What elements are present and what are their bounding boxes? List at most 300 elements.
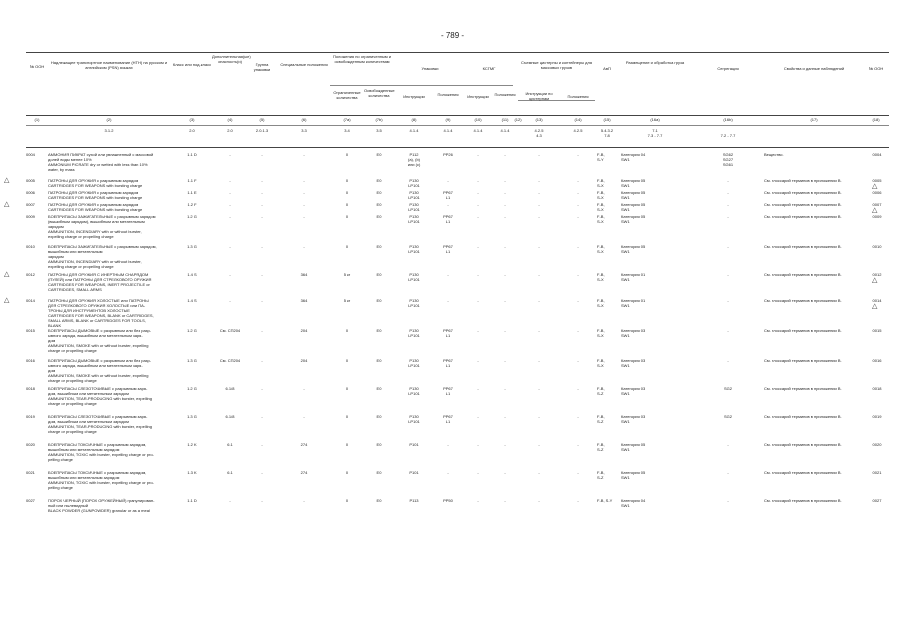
ref-14: 4.2.5 <box>573 128 583 133</box>
cell-excepted-quantity: E0 <box>376 414 382 419</box>
cell-stowage: Категория 03 SW1 <box>621 386 646 396</box>
cell-shipping-name: БОЕПРИПАСЫ СЛЕЗОТОЧИВЫЕ с разрывным заря- дом, вышибным или метательным зарядом AMMUNITION, TEAR-PRODUCING with burster, expelling charge or propelling charge <box>48 386 152 406</box>
cell-packing-provision: PP67 L1 <box>443 244 453 254</box>
cell-special-provisions: - <box>303 152 305 157</box>
cell-special-provisions: - <box>303 414 305 419</box>
cell-ibc-provision: - <box>504 470 506 475</box>
cell-subsidiary-hazard: 6.1 <box>227 470 233 475</box>
cell-ibc-provision: - <box>504 358 506 363</box>
cell-packing-group: - <box>261 214 263 219</box>
cell-ibc-provision: - <box>504 190 506 195</box>
cell-ibc-provision: - <box>504 214 506 219</box>
amendment-triangle-icon: △ <box>872 303 878 310</box>
cell-packing-provision: - <box>447 272 449 277</box>
cell-class: 1.2 G <box>187 328 197 333</box>
cell-class: 1.2 F <box>187 202 197 207</box>
cell-ems: F-B, S-X <box>597 202 605 212</box>
header-ibc-provisions: Положения <box>494 92 516 97</box>
cell-packing-group: - <box>261 202 263 207</box>
cell-packing-instruction: P112 (a), (b) или (c) <box>407 152 421 167</box>
cell-un-number: 0018 <box>26 386 35 391</box>
col-number-6: (6) <box>301 117 307 122</box>
cell-subsidiary-hazard: - <box>229 190 231 195</box>
cell-shipping-name: БОЕПРИПАСЫ ЗАЖИГАТЕЛЬНЫЕ с разрывным зарядом, вышибным или метательным зарядом AMMUNITION, INCENDIARY with or without burster, expelling charge or propelling charge <box>48 244 157 269</box>
cell-packing-group: - <box>261 442 263 447</box>
amendment-triangle-icon: △ <box>4 177 10 184</box>
cell-ibc-instruction: - <box>477 272 479 277</box>
cell-properties: См. глоссарий терминов в приложении В. <box>764 386 842 391</box>
cell-ems: F-B, S-X <box>597 178 605 188</box>
col-number-15: (15) <box>603 117 611 122</box>
header-class: Класс или под-класс <box>172 62 212 67</box>
cell-packing-provision: PP67 L1 <box>443 386 453 396</box>
cell-ems: F-B, S-X <box>597 358 605 368</box>
cell-subsidiary-hazard: - <box>229 152 231 157</box>
ref-9: 4.1.4 <box>443 128 453 133</box>
cell-subsidiary-hazard: 6.1/8 <box>225 386 235 391</box>
cell-limited-quantity: 0 <box>345 178 349 183</box>
cell-stowage: Категория 04 SW1 <box>621 498 646 508</box>
cell-class: 1.4 S <box>187 298 197 303</box>
cell-limited-quantity: 5 кг <box>343 298 351 303</box>
cell-packing-instruction: P101 <box>409 442 419 447</box>
cell-subsidiary-hazard: - <box>229 498 231 503</box>
cell-limited-quantity: 0 <box>345 498 349 503</box>
cell-properties: См. глоссарий терминов в приложении В. <box>764 178 842 183</box>
ref-6: 3.3 <box>301 128 307 133</box>
cell-ibc-instruction: - <box>477 244 479 249</box>
cell-packing-instruction: P130 LP101 <box>408 358 420 368</box>
col-number-4: (4) <box>227 117 233 122</box>
cell-un-number: 0027 <box>26 498 35 503</box>
cell-tank-provision: - <box>577 272 579 277</box>
cell-packing-group: - <box>261 244 263 249</box>
cell-stowage: Категория 05 SW1 <box>621 178 646 188</box>
header-un-number: № ООН <box>29 64 45 69</box>
cell-properties: См. глоссарий терминов в приложении В. <box>764 498 842 503</box>
cell-subsidiary-hazard: 6.1/8 <box>225 414 235 419</box>
cell-excepted-quantity: E0 <box>376 298 382 303</box>
cell-ibc-instruction: - <box>477 190 479 195</box>
col-number-16b: (16b) <box>723 117 733 122</box>
cell-packing-group: - <box>261 498 263 503</box>
cell-packing-group: - <box>261 328 263 333</box>
cell-packing-group: - <box>261 298 263 303</box>
cell-packing-group: - <box>261 178 263 183</box>
cell-packing-group: - <box>261 272 263 277</box>
cell-segregation: - <box>727 214 729 219</box>
cell-shipping-name: ПАТРОНЫ ДЛЯ ОРУЖИЯ С ИНЕРТНЫМ СНАРЯДОМ (ПУЛЕЙ) или ПАТРОНЫ ДЛЯ СТРЕЛКОВОГО ОРУЖИЯ CARTRIDGES FOR WEAPONS, INERT PROJECTILE or CARTRIDGES, SMALL ARMS <box>48 272 152 292</box>
cell-excepted-quantity: E0 <box>376 202 382 207</box>
cell-tank-provision: - <box>577 442 579 447</box>
cell-shipping-name: БОЕПРИПАСЫ СЛЕЗОТОЧИВЫЕ с разрывным заря- дом, вышибным или метательным зарядом AMMUNITION, TEAR-PRODUCING with burster, expelling charge or propelling charge <box>48 414 152 434</box>
cell-ibc-instruction: - <box>477 298 479 303</box>
cell-tank-provision: - <box>577 328 579 333</box>
cell-ibc-instruction: - <box>477 214 479 219</box>
cell-excepted-quantity: E0 <box>376 272 382 277</box>
col-number-11: (11) <box>501 117 509 122</box>
cell-properties: См. глоссарий терминов в приложении В. <box>764 414 842 419</box>
cell-shipping-name: ПАТРОНЫ ДЛЯ ОРУЖИЯ с разрывным зарядом CARTRIDGES FOR WEAPONS with bursting charge <box>48 178 143 188</box>
cell-packing-provision: PP26 <box>443 152 453 157</box>
cell-un-number-repeat: 0005 <box>872 178 882 183</box>
cell-packing-group: - <box>261 386 263 391</box>
cell-ems: F-B, S-X <box>597 190 605 200</box>
cell-tank-provision: - <box>577 358 579 363</box>
cell-un-number: 0006 <box>26 190 35 195</box>
cell-tank-instruction: - <box>538 470 540 475</box>
col-number-14: (14) <box>574 117 582 122</box>
cell-class: 1.1 D <box>187 498 197 503</box>
cell-limited-quantity: 0 <box>345 328 349 333</box>
cell-ibc-instruction: - <box>477 202 479 207</box>
col-number-3: (3) <box>189 117 195 122</box>
col-number-7b: (7b) <box>375 117 383 122</box>
cell-properties: Вещество. <box>764 152 784 157</box>
cell-class: 1.2 G <box>187 386 197 391</box>
amendment-triangle-icon: △ <box>872 277 878 284</box>
cell-packing-provision: PP67 L1 <box>443 214 453 224</box>
cell-shipping-name: БОЕПРИПАСЫ ДЫМОВЫЕ с разрывным или без разр- ывного заряда, вышибным или метательным заря- дом AMMUNITION, SMOKE with or without burster, expelling charge or propelling charge <box>48 358 152 383</box>
cell-ems: F-B, S-X <box>597 298 605 308</box>
cell-tank-provision: - <box>577 190 579 195</box>
cell-segregation: - <box>727 498 729 503</box>
cell-properties: См. глоссарий терминов в приложении В. <box>764 442 842 447</box>
cell-un-number-repeat: 0015 <box>872 328 882 333</box>
cell-subsidiary-hazard: - <box>229 214 231 219</box>
header-subsidiary-hazard: Дополнительная(ые) опасность(и) <box>212 54 251 64</box>
cell-shipping-name: ПАТРОНЫ ДЛЯ ОРУЖИЯ с разрывным зарядом CARTRIDGES FOR WEAPONS with bursting charge <box>48 202 143 212</box>
cell-special-provisions: 204 <box>300 358 308 363</box>
cell-un-number-repeat: 0007 <box>872 202 882 207</box>
header-shipping-name: Надлежащее транспортное наименование (НТН) на русском и английском (PSN) языках <box>50 60 168 70</box>
ref-5: 2.0.1.3 <box>255 128 269 133</box>
cell-segregation: - <box>727 328 729 333</box>
cell-class: 1.3 G <box>187 358 197 363</box>
cell-ibc-provision: - <box>504 244 506 249</box>
cell-stowage: Категория 05 SW1 <box>621 470 646 480</box>
cell-packing-provision: PP50 <box>443 498 453 503</box>
cell-tank-instruction: - <box>538 414 540 419</box>
cell-limited-quantity: 0 <box>345 152 349 157</box>
cell-ibc-provision: - <box>504 152 506 157</box>
cell-shipping-name: ПАТРОНЫ ДЛЯ ОРУЖИЯ с разрывным зарядом CARTRIDGES FOR WEAPONS with bursting charge <box>48 190 143 200</box>
col-number-2: (2) <box>106 117 112 122</box>
col-number-16a: (16a) <box>650 117 660 122</box>
cell-tank-provision: - <box>577 202 579 207</box>
cell-limited-quantity: 0 <box>345 244 349 249</box>
cell-packing-provision: - <box>447 470 449 475</box>
ref-4: 2.0 <box>227 128 233 133</box>
cell-ibc-instruction: - <box>477 470 479 475</box>
cell-class: 1.3 K <box>187 470 197 475</box>
cell-tank-instruction: - <box>538 358 540 363</box>
header-packagings: Упаковки <box>421 66 439 71</box>
ref-13: 4.2.5 4.3 <box>534 128 544 138</box>
header-excepted-quantities: Освобожденные количества <box>364 88 395 98</box>
cell-limited-quantity: 5 кг <box>343 272 351 277</box>
cell-packing-provision: PP67 L1 <box>443 190 453 200</box>
cell-class: 1.4 S <box>187 272 197 277</box>
cell-packing-instruction: P130 LP101 <box>408 328 420 338</box>
col-number-9: (9) <box>445 117 451 122</box>
cell-ems: F-B, S-Z <box>597 442 605 452</box>
cell-limited-quantity: 0 <box>345 202 349 207</box>
header-ibc-instructions: Инструкции <box>467 94 489 99</box>
cell-stowage: Категория 05 SW1 <box>621 244 646 254</box>
cell-tank-provision: - <box>577 152 579 157</box>
col-number-13: (13) <box>535 117 543 122</box>
cell-ems: F-B, S-Z <box>597 386 605 396</box>
amendment-triangle-icon: △ <box>4 297 10 304</box>
cell-un-number-repeat: 0019 <box>872 414 882 419</box>
cell-subsidiary-hazard: - <box>229 272 231 277</box>
cell-shipping-name: БОЕПРИПАСЫ ЗАЖИГАТЕЛЬНЫЕ с разрывным зарядом (вышибным зарядом), вышибным или метательным зарядом AMMUNITION, INCENDIARY with or without burster, expelling charge or propelling charge <box>48 214 156 239</box>
cell-segregation: - <box>727 178 729 183</box>
header-segregation: Сегрегация <box>717 66 739 71</box>
cell-packing-provision: PP67 L1 <box>443 328 453 338</box>
cell-packing-instruction: P130 LP101 <box>408 178 420 188</box>
cell-subsidiary-hazard: - <box>229 298 231 303</box>
cell-un-number: 0019 <box>26 414 35 419</box>
ref-16a: 7.1 7.3 - 7.7 <box>647 128 663 138</box>
cell-ibc-instruction: - <box>477 328 479 333</box>
cell-stowage: Категория 01 SW1 <box>621 298 646 308</box>
cell-tank-instruction: - <box>538 442 540 447</box>
col-number-5: (5) <box>259 117 265 122</box>
cell-ibc-provision: - <box>504 178 506 183</box>
cell-packing-instruction: P130 LP101 <box>408 272 420 282</box>
cell-ibc-instruction: - <box>477 358 479 363</box>
col-number-7a: (7a) <box>343 117 351 122</box>
cell-limited-quantity: 0 <box>345 190 349 195</box>
cell-packing-group: - <box>261 470 263 475</box>
cell-excepted-quantity: E0 <box>376 214 382 219</box>
header-properties: Свойства и данные наблюдений <box>783 66 845 71</box>
cell-special-provisions: - <box>303 214 305 219</box>
cell-properties: См. глоссарий терминов в приложении В. <box>764 214 842 219</box>
ref-7b: 3.5 <box>376 128 382 133</box>
cell-excepted-quantity: E0 <box>376 386 382 391</box>
cell-packing-provision: PP67 L1 <box>443 358 453 368</box>
cell-subsidiary-hazard: См. СП204 <box>219 358 241 363</box>
cell-un-number-repeat: 0018 <box>872 386 882 391</box>
cell-class: 1.3 G <box>187 414 197 419</box>
cell-ibc-provision: - <box>504 328 506 333</box>
cell-subsidiary-hazard: См. СП204 <box>219 328 241 333</box>
ref-2: 3.1.2 <box>104 128 114 133</box>
cell-special-provisions: - <box>303 244 305 249</box>
cell-packing-instruction: P101 <box>409 470 419 475</box>
cell-shipping-name: ПОРОХ ЧЕРНЫЙ (ПОРОХ ОРУЖЕЙНЫЙ) гранулирован- ный или пылевидный BLACK POWDER (GUNPOWDER) granular or as a meal <box>48 498 155 513</box>
cell-special-provisions: 364 <box>300 298 308 303</box>
cell-un-number: 0009 <box>26 214 35 219</box>
cell-un-number-repeat: 0027 <box>872 498 882 503</box>
cell-tank-provision: - <box>577 414 579 419</box>
cell-tank-provision: - <box>577 244 579 249</box>
cell-excepted-quantity: E0 <box>376 178 382 183</box>
cell-un-number-repeat: 0006 <box>872 190 882 195</box>
cell-shipping-name: ПАТРОНЫ ДЛЯ ОРУЖИЯ ХОЛОСТЫЕ или ПАТРОНЫ ДЛЯ СТРЕЛКОВОГО ОРУЖИЯ ХОЛОСТЫЕ или ПА- ТРОНЫ ДЛЯ ИНСТРУМЕНТОВ ХОЛОСТЫЕ CARTRIDGES FOR WEAPONS, BLANK or CARTRIDGES, SMALL ARMS, BLANK or CARTRIDGES FOR TOOLS, BLANK <box>48 298 154 328</box>
cell-packing-provision: - <box>447 202 449 207</box>
cell-shipping-name: АММОНИЯ ПИКРАТ сухой или увлажненный с массовой долей воды менее 10% AMMONIUM PICRATE dry or wetted with less than 10% water, by mass <box>48 152 154 172</box>
cell-ems: F-B, S-X <box>597 214 605 224</box>
cell-un-number-repeat: 0021 <box>872 470 882 475</box>
cell-limited-quantity: 0 <box>345 386 349 391</box>
cell-properties: См. глоссарий терминов в приложении В. <box>764 470 842 475</box>
cell-excepted-quantity: E0 <box>376 358 382 363</box>
cell-ibc-instruction: - <box>477 386 479 391</box>
cell-limited-quantity: 0 <box>345 442 349 447</box>
cell-un-number-repeat: 0020 <box>872 442 882 447</box>
cell-un-number: 0015 <box>26 328 35 333</box>
cell-segregation: - <box>727 470 729 475</box>
cell-un-number-repeat: 0012 <box>872 272 882 277</box>
cell-tank-provision: - <box>577 298 579 303</box>
cell-ems: F-B, S-Z <box>597 470 605 480</box>
cell-packing-instruction: P113 <box>409 498 419 503</box>
cell-packing-instruction: P130 LP101 <box>408 414 420 424</box>
cell-packing-group: - <box>261 190 263 195</box>
cell-special-provisions: 204 <box>300 328 308 333</box>
cell-packing-provision: PP67 L1 <box>443 414 453 424</box>
header-packing-provisions: Положения <box>437 92 459 97</box>
cell-stowage: Категория 03 SW1 <box>621 414 646 424</box>
cell-ibc-provision: - <box>504 498 506 503</box>
cell-packing-instruction: P130 LP101 <box>408 202 420 212</box>
header-packing-instructions: Инструкции <box>403 94 425 99</box>
amendment-triangle-icon: △ <box>4 201 10 208</box>
cell-ibc-provision: - <box>504 414 506 419</box>
amendment-triangle-icon: △ <box>4 271 10 278</box>
header-special-provisions: Специальные положения <box>280 62 328 67</box>
cell-tank-instruction: - <box>538 328 540 333</box>
cell-ems: F-B, S-Y <box>597 152 605 162</box>
header-un-number-repeat: № ООН <box>868 66 884 71</box>
cell-class: 1.2 K <box>187 442 197 447</box>
cell-excepted-quantity: E0 <box>376 498 382 503</box>
cell-packing-provision: - <box>447 442 449 447</box>
cell-stowage: Категория 05 SW1 <box>621 202 646 212</box>
cell-excepted-quantity: E0 <box>376 152 382 157</box>
cell-tank-provision: - <box>577 498 579 503</box>
cell-un-number-repeat: 0009 <box>872 214 882 219</box>
cell-tank-instruction: - <box>538 244 540 249</box>
cell-properties: См. глоссарий терминов в приложении В. <box>764 272 842 277</box>
cell-limited-quantity: 0 <box>345 358 349 363</box>
cell-class: 1.3 G <box>187 244 197 249</box>
cell-stowage: Категория 03 SW1 <box>621 358 646 368</box>
cell-segregation: SG2 <box>723 386 732 391</box>
cell-class: 1.1 D <box>187 152 197 157</box>
cell-properties: См. глоссарий терминов в приложении В. <box>764 190 842 195</box>
cell-ibc-provision: - <box>504 272 506 277</box>
cell-tank-provision: - <box>577 214 579 219</box>
cell-stowage: Категория 05 SW1 <box>621 442 646 452</box>
cell-ibc-provision: - <box>504 202 506 207</box>
cell-special-provisions: - <box>303 178 305 183</box>
amendment-triangle-icon: △ <box>872 183 878 190</box>
cell-packing-instruction: P130 LP101 <box>408 214 420 224</box>
cell-packing-group: - <box>261 152 263 157</box>
cell-un-number: 0005 <box>26 178 35 183</box>
cell-ibc-instruction: - <box>477 442 479 447</box>
cell-properties: См. глоссарий терминов в приложении В. <box>764 298 842 303</box>
cell-properties: См. глоссарий терминов в приложении В. <box>764 202 842 207</box>
cell-tank-instruction: - <box>538 152 540 157</box>
header-tank-provisions: Положения <box>567 94 589 99</box>
cell-ems: F-B, S-X <box>597 272 605 282</box>
header-limited-quantities: Ограниченные количества <box>333 90 361 100</box>
cell-tank-provision: - <box>577 178 579 183</box>
cell-un-number: 0020 <box>26 442 35 447</box>
header-packing-group: Группа упаковки <box>253 62 271 72</box>
cell-tank-instruction: - <box>538 214 540 219</box>
ref-7a: 3.4 <box>344 128 350 133</box>
cell-limited-quantity: 0 <box>345 414 349 419</box>
cell-tank-instruction: - <box>538 272 540 277</box>
cell-segregation: - <box>727 190 729 195</box>
table-header <box>0 52 905 152</box>
cell-ibc-provision: - <box>504 298 506 303</box>
cell-limited-quantity: 0 <box>345 214 349 219</box>
cell-packing-instruction: P130 LP101 <box>408 298 420 308</box>
cell-ems: F-B, S-X <box>597 328 605 338</box>
cell-un-number-repeat: 0014 <box>872 298 882 303</box>
header-stowage: Размещение и обработка груза <box>625 60 685 65</box>
cell-special-provisions: - <box>303 498 305 503</box>
cell-special-provisions: - <box>303 386 305 391</box>
cell-un-number: 0021 <box>26 470 35 475</box>
cell-tank-provision: - <box>577 386 579 391</box>
cell-un-number: 0010 <box>26 244 35 249</box>
cell-stowage: Категория 01 SW1 <box>621 272 646 282</box>
cell-tank-instruction: - <box>538 498 540 503</box>
table-body <box>0 148 905 628</box>
cell-un-number-repeat: 0004 <box>872 152 882 157</box>
cell-ibc-provision: - <box>504 386 506 391</box>
page-number: - 789 - <box>440 31 465 40</box>
cell-class: 1.1 F <box>187 178 197 183</box>
cell-segregation: - <box>727 244 729 249</box>
cell-subsidiary-hazard: - <box>229 202 231 207</box>
cell-ems: F-B, S-Z <box>597 414 605 424</box>
cell-limited-quantity: 0 <box>345 470 349 475</box>
cell-ibc-provision: - <box>504 442 506 447</box>
cell-tank-instruction: - <box>538 190 540 195</box>
cell-special-provisions: 274 <box>300 442 308 447</box>
cell-ibc-instruction: - <box>477 178 479 183</box>
cell-segregation: - <box>727 298 729 303</box>
cell-excepted-quantity: E0 <box>376 190 382 195</box>
ref-3: 2.0 <box>189 128 195 133</box>
cell-segregation: - <box>727 358 729 363</box>
cell-special-provisions: 364 <box>300 272 308 277</box>
cell-un-number-repeat: 0010 <box>872 244 882 249</box>
cell-tank-instruction: - <box>538 178 540 183</box>
cell-packing-group: - <box>261 358 263 363</box>
cell-subsidiary-hazard: 6.1 <box>227 442 233 447</box>
cell-ibc-instruction: - <box>477 498 479 503</box>
cell-un-number: 0016 <box>26 358 35 363</box>
cell-special-provisions: - <box>303 202 305 207</box>
ref-15: 5.4.3.2 7.8 <box>600 128 614 138</box>
cell-un-number-repeat: 0016 <box>872 358 882 363</box>
col-number-1: (1) <box>34 117 40 122</box>
header-limited-excepted: Положения по ограниченным и освобожденным количествам <box>333 54 391 64</box>
cell-ems: F-B, S-X <box>597 244 605 254</box>
cell-shipping-name: БОЕПРИПАСЫ ДЫМОВЫЕ с разрывным или без разр- ывного заряда, вышибным или метательным заря- дом AMMUNITION, SMOKE with or without burster, expelling charge or propelling charge <box>48 328 152 353</box>
